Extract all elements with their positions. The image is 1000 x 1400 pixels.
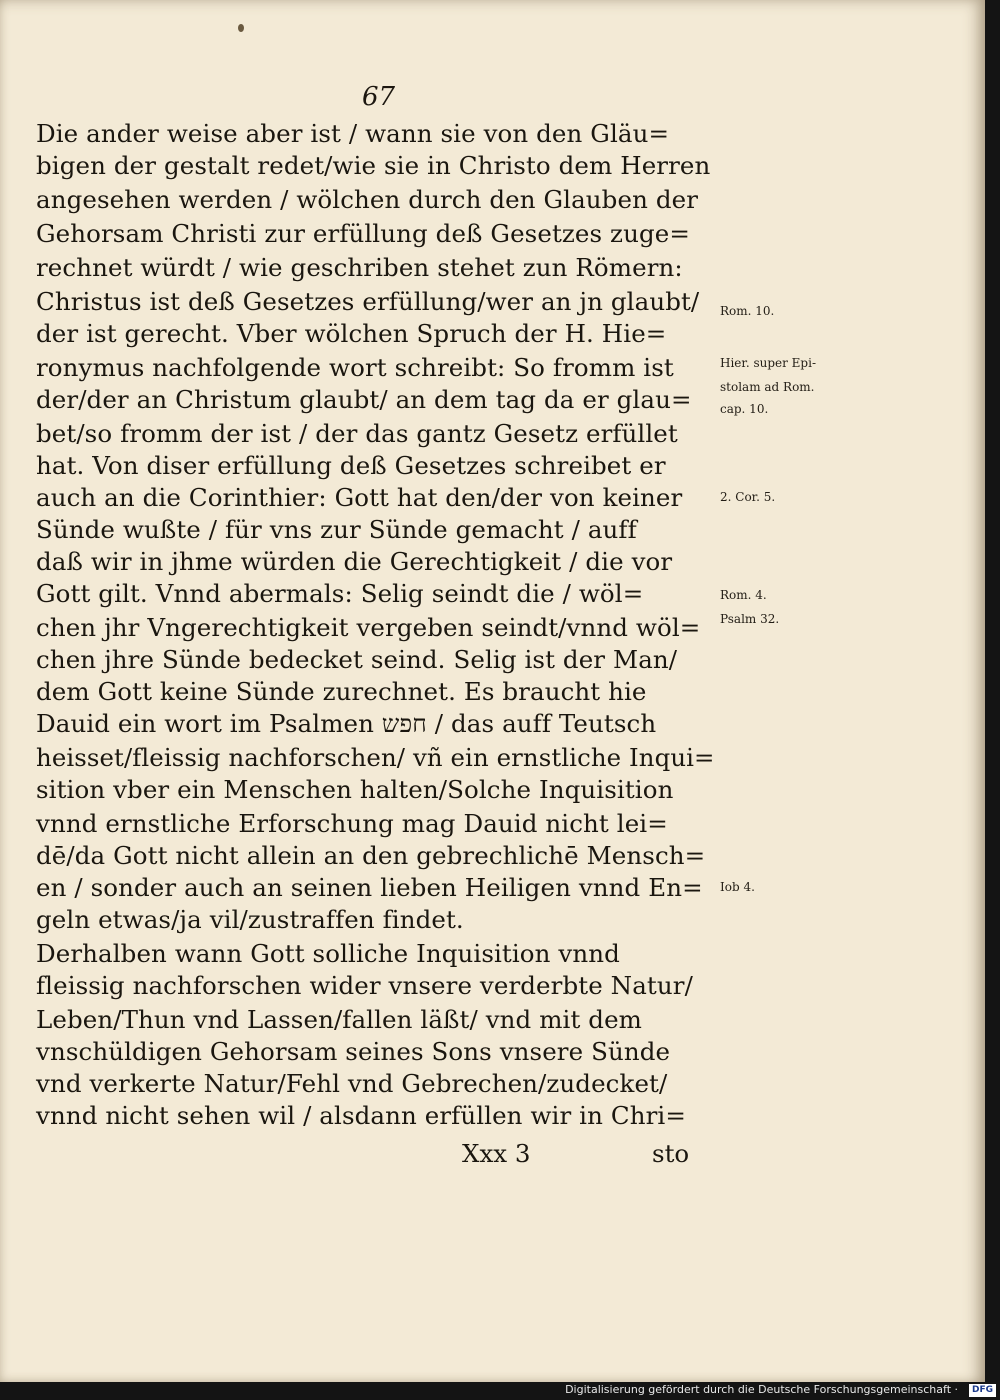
margin-note: 2. Cor. 5. (720, 490, 776, 504)
text-line: vnnd nicht sehen wil / alsdann erfüllen wir in Chri= (36, 1101, 686, 1130)
text-line: chen jhr Vngerechtigkeit vergeben seindt/vnnd wöl= (36, 613, 701, 642)
catchword: sto (652, 1139, 690, 1168)
text-line: angesehen werden / wölchen durch den Glauben der (36, 185, 699, 214)
text-line: vnd verkerte Natur/Fehl vnd Gebrechen/zudecket/ (36, 1069, 668, 1098)
text-line: Derhalben wann Gott solliche Inquisition vnnd (36, 939, 620, 968)
margin-note: Hier. super Epi- (720, 356, 817, 370)
page-number: 67 (362, 82, 396, 112)
text-line: daß wir in jhme würden die Gerechtigkeit / die vor (36, 547, 673, 576)
text-line: dem Gott keine Sünde zurechnet. Es braucht hie (36, 677, 647, 706)
margin-note: Psalm 32. (720, 612, 780, 626)
dfg-logo: DFG (969, 1384, 996, 1397)
text-line: bet/so fromm der ist / der das gantz Gesetz erfüllet (36, 419, 678, 448)
signature-mark: Xxx 3 (462, 1139, 531, 1168)
text-line: geln etwas/ja vil/zustraffen findet. (36, 905, 464, 934)
text-line: Dauid ein wort im Psalmen חפש / das auff Teutsch (36, 709, 657, 738)
text-line: chen jhre Sünde bedecket seind. Selig ist der Man/ (36, 645, 678, 674)
text-line: fleissig nachforschen wider vnsere verderbte Natur/ (36, 971, 693, 1000)
ink-spot (238, 24, 244, 32)
text-line: Gehorsam Christi zur erfüllung deß Gesetzes zuge= (36, 219, 690, 248)
text-line: dē/da Gott nicht allein an den gebrechlichē Mensch= (36, 841, 706, 870)
text-line: vnnd ernstliche Erforschung mag Dauid nicht lei= (36, 809, 668, 838)
text-line: vnschüldigen Gehorsam seines Sons vnsere Sünde (36, 1037, 671, 1066)
margin-note: cap. 10. (720, 402, 769, 416)
footer-bar (0, 1382, 1000, 1400)
text-line: der/der an Christum glaubt/ an dem tag da er glau= (36, 385, 692, 414)
text-line: auch an die Corinthier: Gott hat den/der von keiner (36, 483, 683, 512)
margin-note: Rom. 4. (720, 588, 767, 602)
text-line: Christus ist deß Gesetzes erfüllung/wer an jn glaubt/ (36, 287, 700, 316)
text-line: en / sonder auch an seinen lieben Heiligen vnnd En= (36, 873, 703, 902)
text-line: Sünde wußte / für vns zur Sünde gemacht / auff (36, 515, 637, 544)
margin-note: stolam ad Rom. (720, 380, 815, 394)
text-line: bigen der gestalt redet/wie sie in Christo dem Herren (36, 151, 711, 180)
text-line: Gott gilt. Vnnd abermals: Selig seindt die / wöl= (36, 579, 644, 608)
text-line: heisset/fleissig nachforschen/ vñ ein ernstliche Inqui= (36, 743, 715, 772)
funding-notice: Digitalisierung gefördert durch die Deutsche Forschungsgemeinschaft · (565, 1383, 958, 1396)
text-line: Leben/Thun vnd Lassen/fallen läßt/ vnd mit dem (36, 1005, 643, 1034)
text-line: ronymus nachfolgende wort schreibt: So fromm ist (36, 353, 674, 382)
margin-note: Rom. 10. (720, 304, 775, 318)
text-line: der ist gerecht. Vber wölchen Spruch der H. Hie= (36, 319, 667, 348)
text-line: Die ander weise aber ist / wann sie von den Gläu= (36, 119, 670, 148)
text-line: sition vber ein Menschen halten/Solche Inquisition (36, 775, 674, 804)
text-line: hat. Von diser erfüllung deß Gesetzes schreibet er (36, 451, 666, 480)
text-line: rechnet würdt / wie geschriben stehet zun Römern: (36, 253, 683, 282)
margin-note: Iob 4. (720, 880, 755, 894)
